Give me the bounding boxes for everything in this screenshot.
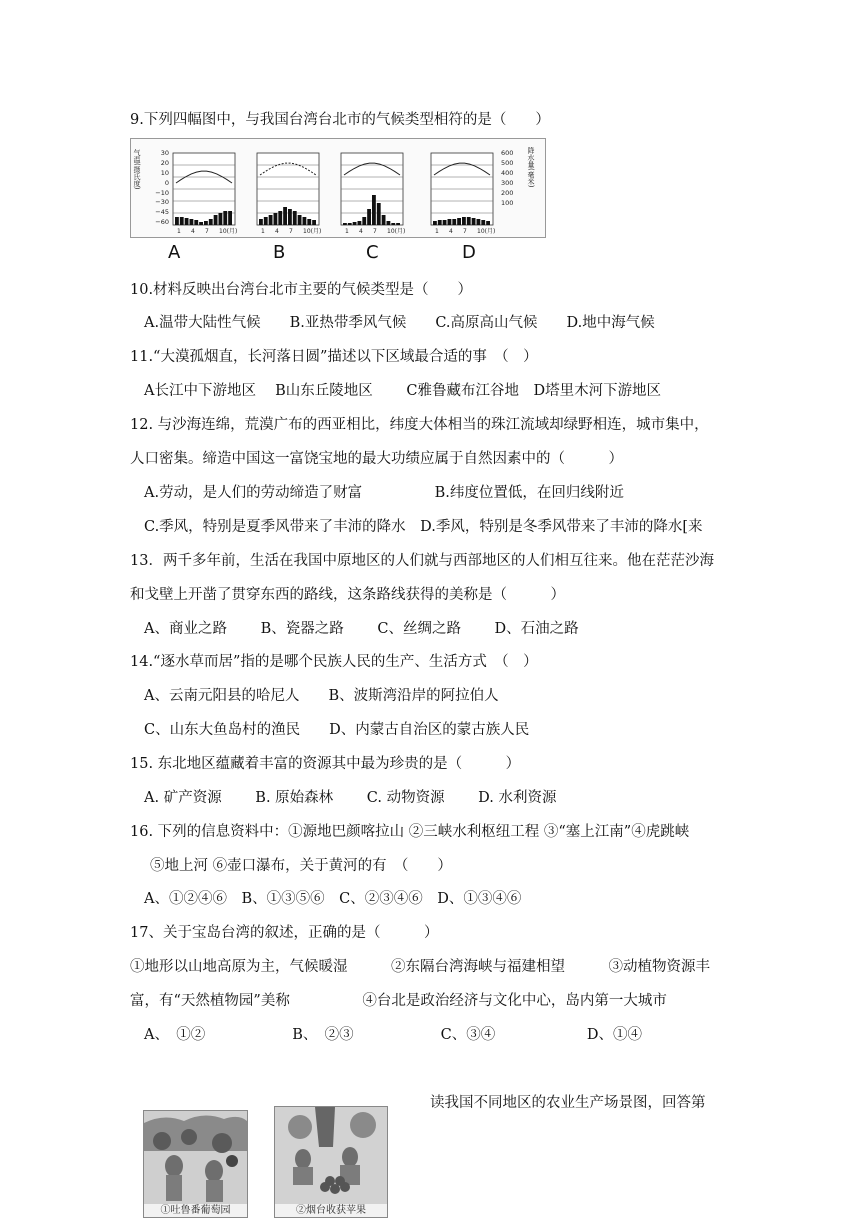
panel-label-C: C <box>366 242 379 263</box>
precipitation-bar <box>219 213 223 225</box>
precipitation-bar <box>343 223 347 225</box>
precipitation-bar <box>353 222 357 225</box>
month-tick: 1 <box>345 228 349 235</box>
precipitation-bar <box>467 217 471 225</box>
precipitation-bar <box>204 221 208 225</box>
precipitation-bar <box>481 220 485 225</box>
question-14-option1: A、云南元阳县的哈尼人 B、波斯湾沿岸的阿拉伯人 <box>144 688 499 704</box>
panel-label-A: A <box>168 242 181 263</box>
month-tick: 4 <box>449 228 453 235</box>
question-12-line1: 12. 与沙海连绵，荒漠广布的西亚相比，纬度大体相当的珠江流域却绿野相连，城市集中， <box>130 417 709 433</box>
month-tick: 10(月) <box>219 228 238 235</box>
question-15: 15. 东北地区蕴藏着丰富的资源其中最为珍贵的是（ ） <box>130 756 521 772</box>
turpan-vineyard-picture <box>143 1110 248 1218</box>
question-15-options: A. 矿产资源 B. 原始森林 C. 动物资源 D. 水利资源 <box>144 790 557 806</box>
precipitation-bar <box>433 221 437 225</box>
section-intro: 读我国不同地区的农业生产场景图，回答第 <box>430 1095 706 1111</box>
question-11: 11.“大漠孤烟直，长河落日圆”描述以下区域最合适的事 （ ） <box>130 349 538 365</box>
precipitation-bar <box>185 218 189 225</box>
precipitation-bar <box>274 213 278 225</box>
question-11-options: A长江中下游地区 B山东丘陵地区 C雅鲁藏布江谷地 D塔里木河下游地区 <box>144 383 662 399</box>
precipitation-bar <box>259 219 263 225</box>
precipitation-bar <box>462 217 466 225</box>
right-tick: 300 <box>501 179 514 187</box>
month-tick: 1 <box>261 228 265 235</box>
question-14: 14.“逐水草而居”指的是哪个民族人民的生产、生活方式 （ ） <box>130 654 538 670</box>
precipitation-bar <box>278 211 282 225</box>
precipitation-bar <box>303 217 307 225</box>
precipitation-bar <box>180 217 184 225</box>
precipitation-bar <box>391 223 395 225</box>
precipitation-bar <box>448 219 452 225</box>
left-tick: −60 <box>155 218 169 226</box>
yantai-apple-picture <box>274 1106 388 1218</box>
precipitation-bar <box>486 221 490 225</box>
question-10-options: A.温带大陆性气候 B.亚热带季风气候 C.高原高山气候 D.地中海气候 <box>144 315 655 331</box>
precipitation-bar <box>209 219 213 225</box>
question-16-line2: ⑤地上河 ⑥壶口瀑布，关于黄河的有 （ ） <box>150 858 452 874</box>
precipitation-bar <box>382 215 386 225</box>
month-tick: 4 <box>359 228 363 235</box>
precipitation-bar <box>477 219 481 225</box>
precipitation-bar <box>312 220 316 225</box>
month-tick: 10(月) <box>477 228 496 235</box>
precipitation-bar <box>452 219 456 225</box>
question-13-options: A、商业之路 B、瓷器之路 C、丝绸之路 D、石油之路 <box>144 621 579 637</box>
right-tick: 500 <box>501 159 514 167</box>
question-12-line2: 人口密集。缔造中国这一富饶宝地的最大功绩应属于自然因素中的（ ） <box>130 451 623 467</box>
month-tick: 7 <box>205 228 209 235</box>
question-9: 9.下列四幅图中，与我国台湾台北市的气候类型相符的是（ ） <box>130 112 550 128</box>
precipitation-bar <box>298 215 302 225</box>
month-tick: 10(月) <box>387 228 406 235</box>
month-tick: 7 <box>373 228 377 235</box>
right-tick: 200 <box>501 189 514 197</box>
precipitation-bar <box>293 211 297 225</box>
month-tick: 7 <box>463 228 467 235</box>
precipitation-bar <box>443 220 447 225</box>
precipitation-bar <box>387 221 391 225</box>
precipitation-bar <box>190 219 194 225</box>
precipitation-bar <box>214 215 218 225</box>
precipitation-bar <box>175 217 179 225</box>
precipitation-bar <box>288 209 292 225</box>
precipitation-bar <box>307 219 311 225</box>
question-10: 10.材料反映出台湾台北市主要的气候类型是（ ） <box>130 282 473 298</box>
panel-label-B: B <box>273 242 286 263</box>
precipitation-bar <box>283 207 287 225</box>
question-12-option1: A.劳动，是人们的劳动缔造了财富 B.纬度位置低，在回归线附近 <box>144 485 624 501</box>
precipitation-bar <box>194 220 198 225</box>
panel-label-D: D <box>462 242 476 263</box>
question-17-line1: ①地形以山地高原为主，气候暖湿 ②东隔台湾海峡与福建相望 ③动植物资源丰 <box>130 959 710 975</box>
picture-caption-2: ②烟台收获苹果 <box>275 1204 387 1217</box>
month-tick: 1 <box>435 228 439 235</box>
precipitation-bar <box>228 211 232 225</box>
month-tick: 1 <box>177 228 181 235</box>
left-tick: 0 <box>164 179 169 187</box>
precipitation-bar <box>367 209 371 225</box>
left-axis-title: 气温(摄氏度) <box>133 149 141 190</box>
left-tick: 20 <box>160 159 169 167</box>
left-tick: 10 <box>160 169 169 177</box>
left-tick: −10 <box>155 189 169 197</box>
apple-harvest-illustration <box>275 1107 387 1217</box>
precipitation-bar <box>377 203 381 225</box>
question-14-option2: C、山东大鱼岛村的渔民 D、内蒙古自治区的蒙古族人民 <box>144 722 530 738</box>
question-13-line2: 和戈壁上开凿了贯穿东西的路线，这条路线获得的美称是（ ） <box>130 587 565 603</box>
left-tick: −30 <box>155 198 169 206</box>
precipitation-bar <box>472 218 476 225</box>
right-tick: 600 <box>501 149 514 157</box>
question-13-line1: 13．两千多年前，生活在我国中原地区的人们就与西部地区的人们相互往来。他在茫茫沙海 <box>130 553 714 569</box>
precipitation-bar <box>457 218 461 225</box>
precipitation-bar <box>269 215 273 225</box>
precipitation-bar <box>348 223 352 225</box>
question-12-option2: C.季风，特别是夏季风带来了丰沛的降水 D.季风，特别是冬季风带来了丰沛的降水[来 <box>144 519 703 535</box>
right-tick: 400 <box>501 169 514 177</box>
question-17-line2: 富，有“天然植物园”美称 ④台北是政治经济与文化中心，岛内第一大城市 <box>130 993 667 1009</box>
month-tick: 7 <box>289 228 293 235</box>
precipitation-bar <box>372 195 376 225</box>
vineyard-illustration <box>144 1111 247 1217</box>
right-axis-title: 降水量(毫米) <box>527 147 535 188</box>
precipitation-bar <box>264 217 268 225</box>
month-tick: 4 <box>275 228 279 235</box>
climate-charts-svg <box>131 139 545 237</box>
climate-charts-figure <box>130 138 546 238</box>
precipitation-bar <box>362 217 366 225</box>
month-tick: 10(月) <box>303 228 322 235</box>
question-17-options: A、 ①② B、 ②③ C、③④ D、①④ <box>144 1027 642 1043</box>
right-tick: 100 <box>501 199 514 207</box>
precipitation-bar <box>358 221 362 225</box>
question-16-options: A、①②④⑥ B、①③⑤⑥ C、②③④⑥ D、①③④⑥ <box>144 891 522 907</box>
left-tick: 30 <box>160 149 169 157</box>
picture-caption-1: ①吐鲁番葡萄园 <box>144 1204 247 1217</box>
left-tick: −45 <box>155 208 169 216</box>
precipitation-bar <box>396 223 400 225</box>
question-17: 17、关于宝岛台湾的叙述，正确的是（ ） <box>130 925 439 941</box>
precipitation-bar <box>223 211 227 225</box>
month-tick: 4 <box>191 228 195 235</box>
precipitation-bar <box>199 222 203 225</box>
precipitation-bar <box>438 220 442 225</box>
question-16-line1: 16. 下列的信息资料中：①源地巴颜喀拉山 ②三峡水利枢纽工程 ③“塞上江南”④虎跳峡 <box>130 824 690 840</box>
